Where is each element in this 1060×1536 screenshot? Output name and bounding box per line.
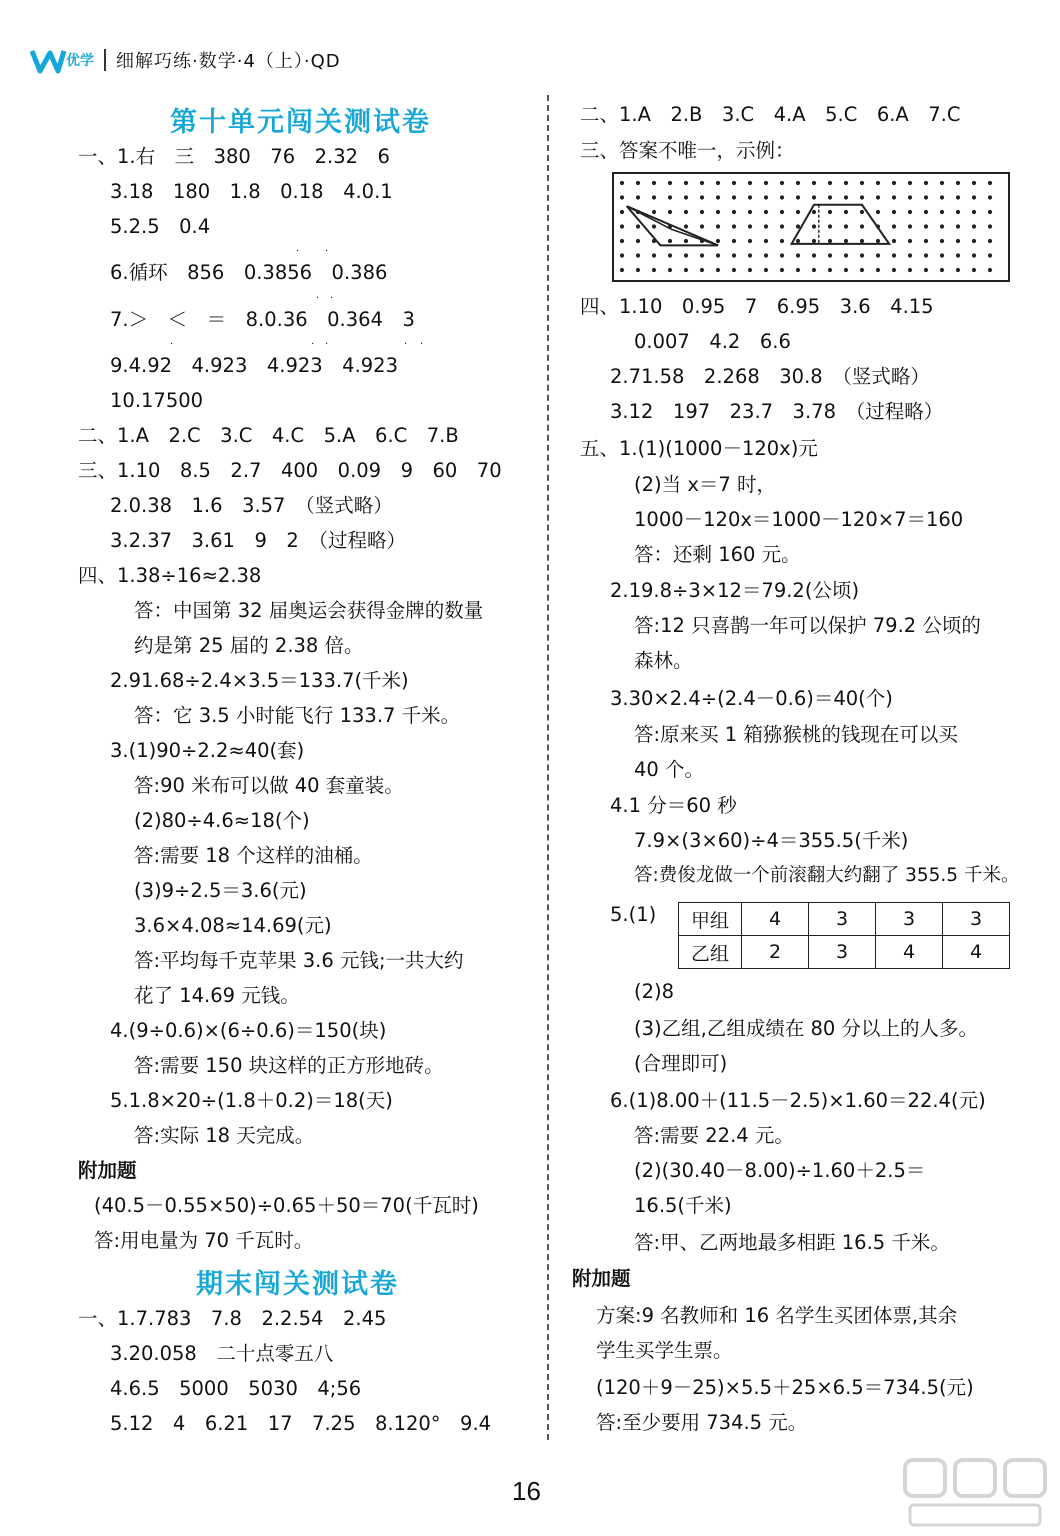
grid-dot	[748, 224, 752, 228]
answer-line: 答:实际 18 天完成。	[134, 1124, 315, 1147]
grid-dot	[940, 224, 944, 228]
grid-dot	[684, 253, 688, 257]
page-header	[30, 42, 341, 78]
score-table	[678, 902, 1010, 969]
grid-dot	[812, 195, 816, 199]
answer-line: 一、1.7.783 7.8 2.2.54 2.45	[78, 1307, 387, 1330]
answer-line: 四、1.38÷16≈2.38	[78, 564, 262, 587]
grid-dot	[796, 224, 800, 228]
grid-dot	[716, 210, 720, 214]
answer-line: 答：它 3.5 小时能飞行 133.7 千米。	[134, 704, 461, 727]
grid-dot	[652, 268, 656, 272]
table-cell: 3	[809, 936, 876, 969]
grid-dot	[892, 181, 896, 185]
grid-dot	[716, 239, 720, 243]
grid-dot	[924, 253, 928, 257]
grid-dot	[988, 239, 992, 243]
book-title: 细解巧练·数学·4（上）·QD	[116, 51, 341, 72]
grid-dot	[972, 268, 976, 272]
answer-line: 4.1 分＝60 秒	[610, 794, 737, 817]
grid-dot	[684, 239, 688, 243]
answer-line: 4.6.5 5000 5030 4;56	[110, 1377, 362, 1400]
answer-line: 3.30×2.4÷(2.4－0.6)＝40(个)	[610, 687, 893, 710]
grid-dot	[908, 210, 912, 214]
grid-dot	[828, 181, 832, 185]
grid-dot	[732, 253, 736, 257]
table-cell: 3	[809, 903, 876, 936]
answer-line: 森林。	[634, 649, 693, 672]
grid-dot	[700, 268, 704, 272]
answer-line: 1000－120x＝1000－120×7＝160	[634, 508, 964, 531]
grid-dot	[780, 253, 784, 257]
answer-line: 5.(1)	[610, 903, 657, 926]
answer-line: (合理即可)	[634, 1052, 728, 1075]
brand-logo	[30, 43, 98, 77]
grid-dot	[796, 239, 800, 243]
grid-dot	[908, 195, 912, 199]
grid-dot	[860, 268, 864, 272]
grid-dot	[764, 239, 768, 243]
grid-dot	[924, 195, 928, 199]
grid-dot	[828, 195, 832, 199]
repeat-dot: ·	[404, 339, 408, 350]
grid-dot	[764, 181, 768, 185]
grid-dot	[908, 239, 912, 243]
brand-text: 优学	[66, 53, 94, 69]
repeat-dot: ·	[311, 339, 315, 350]
answer-line: 5.12 4 6.21 17 7.25 8.120° 9.4	[110, 1412, 492, 1435]
grid-dot	[988, 224, 992, 228]
grid-dot	[684, 195, 688, 199]
grid-dot	[828, 224, 832, 228]
grid-dot	[860, 239, 864, 243]
grid-dot	[956, 210, 960, 214]
triangle-shape	[627, 206, 718, 245]
grid-dot	[732, 224, 736, 228]
grid-dot	[764, 210, 768, 214]
grid-dot	[796, 210, 800, 214]
grid-dot	[668, 268, 672, 272]
grid-dot	[652, 210, 656, 214]
watermark-logo	[900, 1455, 1050, 1530]
grid-dot	[876, 195, 880, 199]
grid-dot	[972, 210, 976, 214]
grid-dot	[972, 253, 976, 257]
grid-dot	[844, 239, 848, 243]
grid-dot	[668, 195, 672, 199]
grid-dot	[700, 224, 704, 228]
answer-line: 2.0.38 1.6 3.57 （竖式略）	[110, 494, 393, 517]
grid-dot	[700, 195, 704, 199]
grid-dot	[748, 181, 752, 185]
grid-dot	[988, 268, 992, 272]
answer-line: 答：中国第 32 届奥运会获得金牌的数量	[134, 599, 484, 622]
grid-dot	[620, 268, 624, 272]
table-row	[679, 903, 1010, 936]
table-cell: 4	[943, 936, 1010, 969]
grid-dot	[940, 181, 944, 185]
answer-line: 16.5(千米)	[634, 1194, 732, 1217]
grid-dot	[652, 195, 656, 199]
grid-dot	[764, 224, 768, 228]
answer-line: 6.循环 856 0.3856 0.386	[110, 261, 388, 284]
grid-dot	[988, 181, 992, 185]
grid-dot	[892, 224, 896, 228]
grid-dot	[700, 181, 704, 185]
answer-line: 二、1.A 2.B 3.C 4.A 5.C 6.A 7.C	[580, 103, 961, 126]
answer-line: 答:需要 150 块这样的正方形地砖。	[134, 1054, 444, 1077]
section-title-final: 期末闯关测试卷	[196, 1269, 399, 1300]
grid-dot	[844, 268, 848, 272]
grid-dot	[812, 224, 816, 228]
grid-dot	[892, 253, 896, 257]
repeat-dot: ·	[170, 339, 174, 350]
trapezoid-shape	[792, 205, 890, 244]
grid-dot	[684, 268, 688, 272]
grid-dot	[940, 195, 944, 199]
grid-dot	[716, 224, 720, 228]
answer-line: (2)8	[634, 980, 675, 1003]
grid-dot	[764, 195, 768, 199]
grid-dot	[780, 268, 784, 272]
grid-dot	[860, 181, 864, 185]
answer-line: 答:平均每千克苹果 3.6 元钱;一共大约	[134, 949, 464, 972]
grid-dot	[684, 181, 688, 185]
answer-line: 2.71.58 2.268 30.8 （竖式略）	[610, 365, 930, 388]
answer-line: 约是第 25 届的 2.38 倍。	[134, 634, 364, 657]
grid-dot	[700, 253, 704, 257]
answer-line: 2.19.8÷3×12＝79.2(公顷)	[610, 579, 860, 602]
grid-dot	[844, 210, 848, 214]
grid-dot	[876, 253, 880, 257]
grid-dot	[988, 253, 992, 257]
grid-dot	[828, 253, 832, 257]
answer-line: 5.1.8×20÷(1.8＋0.2)＝18(天)	[110, 1089, 393, 1112]
grid-dot	[780, 210, 784, 214]
grid-dot	[924, 268, 928, 272]
grid-dot	[796, 195, 800, 199]
grid-dot	[780, 195, 784, 199]
grid-dot	[892, 210, 896, 214]
grid-dot	[988, 210, 992, 214]
repeat-dot: ·	[420, 339, 424, 350]
grid-dot	[860, 210, 864, 214]
grid-dot	[940, 239, 944, 243]
table-cell: 3	[943, 903, 1010, 936]
grid-dot	[812, 239, 816, 243]
table-cell: 2	[742, 936, 809, 969]
grid-dot	[732, 181, 736, 185]
grid-dot	[652, 224, 656, 228]
answer-line: (3)乙组,乙组成绩在 80 分以上的人多。	[634, 1017, 979, 1040]
grid-dot	[668, 253, 672, 257]
grid-dot	[732, 195, 736, 199]
grid-dot	[716, 195, 720, 199]
grid-dot	[972, 224, 976, 228]
grid-dot	[636, 268, 640, 272]
grid-dot	[828, 210, 832, 214]
grid-dot	[892, 239, 896, 243]
answer-line: 一、1.右 三 380 76 2.32 6	[78, 145, 390, 168]
grid-dot	[924, 239, 928, 243]
answer-line: (2)当 x＝7 时，	[634, 473, 776, 496]
grid-dot	[620, 195, 624, 199]
repeat-dot: ·	[325, 339, 329, 350]
grid-dot	[940, 253, 944, 257]
answer-line: 二、1.A 2.C 3.C 4.C 5.A 6.C 7.B	[78, 424, 459, 447]
answer-line: 5.2.5 0.4	[110, 215, 211, 238]
answer-line: (2)80÷4.6≈18(个)	[134, 809, 310, 832]
section-title-unit10: 第十单元闯关测试卷	[170, 107, 431, 138]
dot-grid-figure	[612, 172, 1010, 282]
answer-line: 答:需要 18 个这样的油桶。	[134, 844, 373, 867]
grid-dot	[780, 239, 784, 243]
grid-dot	[636, 239, 640, 243]
grid-dot	[812, 210, 816, 214]
answer-line: 3.2.37 3.61 9 2 （过程略）	[110, 529, 407, 552]
grid-dot	[748, 195, 752, 199]
grid-dot	[764, 268, 768, 272]
answer-line: 方案:9 名教师和 16 名学生买团体票,其余	[596, 1304, 958, 1327]
grid-dot	[812, 268, 816, 272]
answer-line: 三、答案不唯一，示例：	[580, 139, 795, 162]
grid-dot	[956, 195, 960, 199]
grid-dot	[748, 268, 752, 272]
table-cell: 3	[876, 903, 943, 936]
answer-line: 五、1.(1)(1000－120x)元	[580, 437, 818, 460]
grid-dot	[636, 224, 640, 228]
page-number: 16	[512, 1476, 541, 1506]
repeat-dot: ·	[325, 246, 329, 257]
answer-line: 7.＞ ＜ ＝ 8.0.36 0.364 3	[110, 308, 415, 331]
grid-dot	[796, 253, 800, 257]
answer-line: 答:12 只喜鹊一年可以保护 79.2 公顷的	[634, 614, 981, 637]
grid-dot	[844, 224, 848, 228]
answer-line: 9.4.92 4.923 4.923 4.923	[110, 354, 398, 377]
grid-dot	[956, 268, 960, 272]
grid-dot	[796, 268, 800, 272]
grid-dot	[844, 181, 848, 185]
grid-dot	[924, 210, 928, 214]
grid-dot	[876, 210, 880, 214]
answer-line: 答:费俊龙做一个前滚翻大约翻了 355.5 千米。	[634, 865, 1020, 886]
answer-line: 答：还剩 160 元。	[634, 543, 801, 566]
answer-line: 6.(1)8.00＋(11.5－2.5)×1.60＝22.4(元)	[610, 1089, 986, 1112]
answer-line: 3.12 197 23.7 3.78 （过程略）	[610, 400, 944, 423]
grid-dot	[780, 181, 784, 185]
table-cell: 乙组	[679, 936, 742, 969]
grid-dot	[956, 181, 960, 185]
grid-dot	[972, 239, 976, 243]
grid-dot	[908, 268, 912, 272]
answer-line: 3.(1)90÷2.2≈40(套)	[110, 739, 305, 762]
grid-dot	[924, 224, 928, 228]
grid-dot	[716, 268, 720, 272]
grid-dot	[844, 253, 848, 257]
grid-dot	[972, 195, 976, 199]
table-cell: 4	[876, 936, 943, 969]
grid-dot	[908, 181, 912, 185]
answer-line: 3.20.058 二十点零五八	[110, 1342, 334, 1365]
repeat-dot: ·	[330, 293, 334, 304]
grid-dot	[668, 181, 672, 185]
answer-line: 三、1.10 8.5 2.7 400 0.09 9 60 70	[78, 459, 502, 482]
grid-dot	[860, 253, 864, 257]
grid-dot	[716, 181, 720, 185]
header-separator	[104, 49, 106, 71]
grid-dot	[620, 224, 624, 228]
repeat-dot: ·	[316, 293, 320, 304]
grid-dot	[748, 239, 752, 243]
answer-line: 0.007 4.2 6.6	[634, 330, 791, 353]
grid-dot	[828, 239, 832, 243]
grid-dot	[700, 210, 704, 214]
answer-line: 四、1.10 0.95 7 6.95 3.6 4.15	[580, 295, 934, 318]
answer-line: 答:甲、乙两地最多相距 16.5 千米。	[634, 1231, 950, 1254]
grid-dot	[620, 253, 624, 257]
grid-dot	[780, 224, 784, 228]
grid-dot	[812, 181, 816, 185]
answer-line: 40 个。	[634, 758, 705, 781]
answer-line: 答:用电量为 70 千瓦时。	[94, 1229, 314, 1252]
answer-line: 10.17500	[110, 389, 204, 412]
bonus-heading: 附加题	[78, 1159, 137, 1182]
answer-line: 答:原来买 1 箱猕猴桃的钱现在可以买	[634, 723, 958, 746]
bonus-heading: 附加题	[572, 1267, 631, 1290]
grid-dot	[956, 253, 960, 257]
grid-dot	[972, 181, 976, 185]
grid-dot	[620, 239, 624, 243]
grid-dot	[908, 224, 912, 228]
answer-line: 7.9×(3×60)÷4＝355.5(千米)	[634, 829, 909, 852]
answer-line: 答:至少要用 734.5 元。	[596, 1411, 808, 1434]
grid-dot	[716, 253, 720, 257]
grid-dot	[668, 239, 672, 243]
grid-dot	[732, 210, 736, 214]
grid-dot	[940, 210, 944, 214]
grid-dot	[748, 253, 752, 257]
grid-dot	[924, 181, 928, 185]
grid-dot	[668, 210, 672, 214]
answer-line: 学生买学生票。	[596, 1339, 733, 1362]
grid-dot	[732, 239, 736, 243]
grid-dot	[652, 253, 656, 257]
table-row	[679, 936, 1010, 969]
table-cell: 甲组	[679, 903, 742, 936]
grid-dot	[764, 253, 768, 257]
table-cell: 4	[742, 903, 809, 936]
answer-line: 3.18 180 1.8 0.18 4.0.1	[110, 180, 393, 203]
grid-dot	[684, 210, 688, 214]
grid-dot	[860, 224, 864, 228]
answer-line: (3)9÷2.5＝3.6(元)	[134, 879, 307, 902]
answer-line: 答:需要 22.4 元。	[634, 1124, 794, 1147]
grid-dot	[636, 253, 640, 257]
grid-dot	[956, 224, 960, 228]
grid-dot	[732, 268, 736, 272]
grid-dot	[876, 181, 880, 185]
grid-dot	[828, 268, 832, 272]
answer-line: (120＋9－25)×5.5＋25×6.5＝734.5(元)	[596, 1376, 974, 1399]
answer-line: 4.(9÷0.6)×(6÷0.6)＝150(块)	[110, 1019, 387, 1042]
grid-dot	[636, 195, 640, 199]
answer-line: 2.91.68÷2.4×3.5＝133.7(千米)	[110, 669, 409, 692]
answer-line: 3.6×4.08≈14.69(元)	[134, 914, 332, 937]
grid-dot	[956, 239, 960, 243]
grid-dot	[796, 181, 800, 185]
answer-line: 花了 14.69 元钱。	[134, 984, 300, 1007]
column-divider	[547, 95, 549, 1440]
dot-grid-svg	[614, 174, 1008, 280]
grid-dot	[652, 181, 656, 185]
grid-dot	[812, 253, 816, 257]
grid-dot	[684, 224, 688, 228]
answer-line: (2)(30.40－8.00)÷1.60＋2.5＝	[634, 1159, 926, 1182]
repeat-dot: ·	[296, 246, 300, 257]
answer-line: 答:90 米布可以做 40 套童装。	[134, 774, 404, 797]
grid-dot	[908, 253, 912, 257]
grid-dot	[892, 195, 896, 199]
grid-dot	[748, 210, 752, 214]
grid-dot	[876, 268, 880, 272]
grid-dot	[988, 195, 992, 199]
grid-dot	[940, 268, 944, 272]
grid-dot	[636, 181, 640, 185]
grid-dot	[860, 195, 864, 199]
grid-dot	[620, 210, 624, 214]
grid-dot	[620, 181, 624, 185]
grid-dot	[844, 195, 848, 199]
grid-dot	[892, 268, 896, 272]
grid-dot	[876, 239, 880, 243]
answer-line: (40.5－0.55×50)÷0.65＋50＝70(千瓦时)	[94, 1194, 479, 1217]
